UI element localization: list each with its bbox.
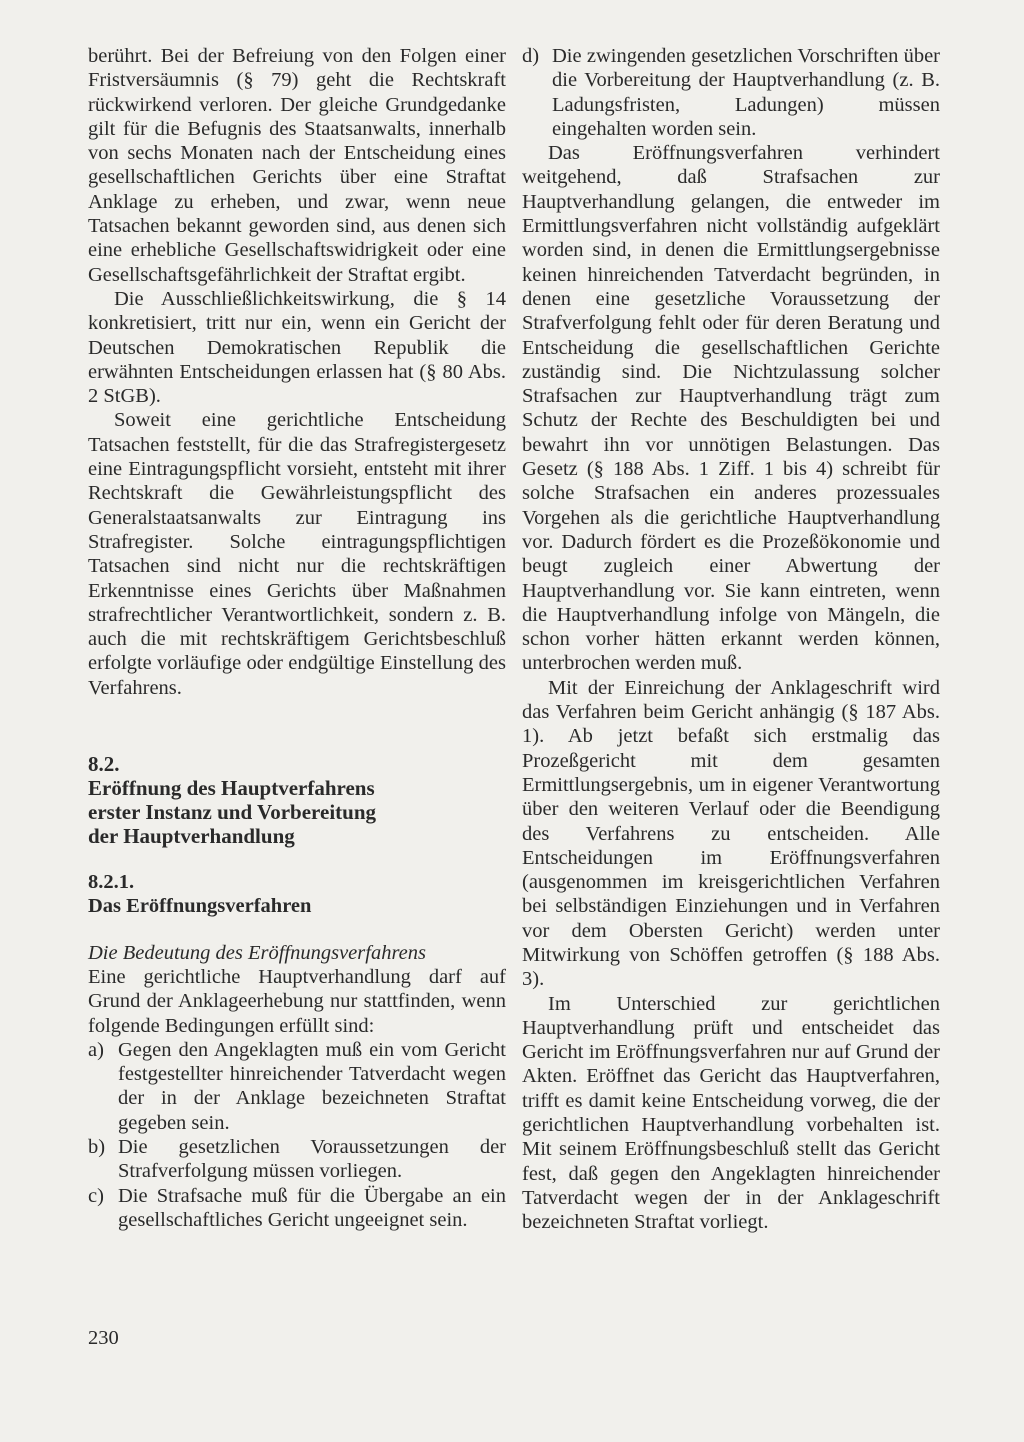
paragraph: Das Eröffnungsverfahren verhindert weitgehend, daß Strafsachen zur Hauptverhandlung gelangen, die entweder im Ermittlungsverfahren nicht vollständig aufgeklärt worden sind, in denen die Ermittlungsergebnisse keinen hinreichenden Tatverdacht begründen, in denen eine gesetzliche Voraussetzung der Strafverfolgung fehlt oder für deren Beratung und Entscheidung die gesellschaftlichen Gerichte zuständig sind. Die Nichtzulassung solcher Strafsachen zur Hauptverhandlung trägt zum Schutz der Rechte des Beschuldigten bei und bewahrt ihn vor unnötigen Belastungen. Das Gesetz (§ 188 Abs. 1 Ziff. 1 bis 4) schreibt für solche Strafsachen ein anderes prozessuales Vorgehen als die gerichtliche Hauptverhandlung vor. Dadurch fördert es die Prozeßökonomie und beugt zugleich einer Abwertung der Hauptverhandlung vor. Sie kann eintreten, wenn die Hauptverhandlung infolge von Mängeln, die schon vorher hätten erkannt werden können, unterbrochen werden muß. (522, 142, 940, 675)
list-label: d) (522, 45, 540, 67)
list-text: Gegen den Angeklagten muß ein vom Gericht festgestellter hinreichender Tatverdacht wegen der in der Anklage bezeichneten Straftat gegeben sein. (118, 1038, 506, 1134)
list-item (88, 1038, 506, 1135)
list-item (522, 44, 940, 141)
subsection-title: Das Eröffnungsverfahren (88, 895, 312, 918)
right-column (522, 44, 940, 1235)
paragraph: Eine gerichtliche Hauptverhandlung darf auf Grund der Anklageerhebung nur stattfinden, wenn folgende Bedingungen erfüllt sind: (88, 965, 506, 1037)
list-item (88, 1184, 506, 1233)
list-label: a) (88, 1038, 104, 1061)
paragraph: Soweit eine gerichtliche Entscheidung Tatsachen feststellt, für die das Strafregistergesetz eine Eintragungspflicht vorsieht, entsteht mit ihrer Rechtskraft die Gewährleistungspflicht des Generalstaatsanwalts zur Eintragung ins Strafregister. Solche eintragungspflichtigen Tatsachen sind nicht nur die rechtskräftigen Erkenntnisse eines Gerichts über Maßnahmen strafrechtlicher Verantwortlichkeit, sondern z. B. auch die mit rechtskräftigem Gerichtsbeschluß erfolgte vorläufige oder endgültige Einstellung des Verfahrens. (88, 409, 506, 699)
left-column (88, 44, 506, 1232)
section-title-line: der Hauptverhandlung (88, 824, 295, 849)
page-number: 230 (88, 1327, 119, 1349)
subsection-number: 8.2.1. (88, 871, 135, 894)
paragraph: Mit der Einreichung der Anklageschrift wird das Verfahren beim Gericht anhängig (§ 187 Abs. 1). Ab jetzt befaßt sich erstmalig das Prozeßgericht mit dem gesamten Ermittlungsergebnis, um in eigener Verantwortung über den weiteren Verlauf oder die Beendigung des Verfahrens zu entscheiden. Alle Entscheidungen im Eröffnungsverfahren (ausgenommen im kreisgerichtlichen Verfahren bei selbständigen Einziehungen und in Verfahren vor dem Obersten Gericht) werden unter Mitwirkung von Schöffen getroffen (§ 188 Abs. 3). (522, 676, 940, 991)
italic-heading: Die Bedeutung des Eröffnungsverfahrens (88, 941, 426, 964)
paragraph: Die Ausschließlichkeitswirkung, die § 14 konkretisiert, tritt nur ein, wenn ein Gericht der Deutschen Demokratischen Republik die erwähnten Entscheidungen erlassen hat (§ 80 Abs. 2 StGB). (88, 287, 506, 408)
section-title-line: Eröffnung des Hauptverfahrens (88, 776, 375, 801)
list-text: Die Strafsache muß für die Übergabe an ein gesellschaftliches Gericht ungeeignet sein. (118, 1184, 506, 1231)
list-text: Die zwingenden gesetzlichen Vorschriften über die Vorbereitung der Hauptverhandlung (z. B. Ladungsfristen, Ladungen) müssen eingehalten worden sein. (552, 45, 940, 140)
list-text: Die gesetzlichen Voraussetzungen der Strafverfolgung müssen vorliegen. (118, 1135, 506, 1183)
paragraph: berührt. Bei der Befreiung von den Folgen einer Fristversäumnis (§ 79) geht die Rechtskraft rückwirkend verloren. Der gleiche Grundgedanke gilt für die Befugnis des Staatsanwalts, innerhalb von sechs Monaten nach der Entscheidung eines gesellschaftlichen Gerichts über eine Straftat Anklage zu erheben, und zwar, wenn neue Tatsachen bekannt geworden sind, aus denen sich eine erhebliche Gesellschaftswidrigkeit oder eine Gesellschaftsgefährlichkeit der Straftat ergibt. (88, 45, 506, 286)
section-title-line: erster Instanz und Vorbereitung (88, 800, 377, 825)
list-label: b) (88, 1135, 106, 1158)
section-number: 8.2. (88, 752, 120, 777)
paragraph: Im Unterschied zur gerichtlichen Hauptverhandlung prüft und entscheidet das Gericht im Eröffnungsverfahren nur auf Grund der Akten. Eröffnet das Gericht das Hauptverfahren, trifft es damit keine Entscheidung vorweg, die der gerichtlichen Hauptverhandlung vorbehalten ist. Mit seinem Eröffnungsbeschluß stellt das Gericht fest, daß gegen den Angeklagten hinreichender Tatverdacht wegen der in der Anklageschrift bezeichneten Straftat vorliegt. (522, 992, 940, 1234)
list-item (88, 1135, 506, 1184)
list-label: c) (88, 1184, 104, 1207)
